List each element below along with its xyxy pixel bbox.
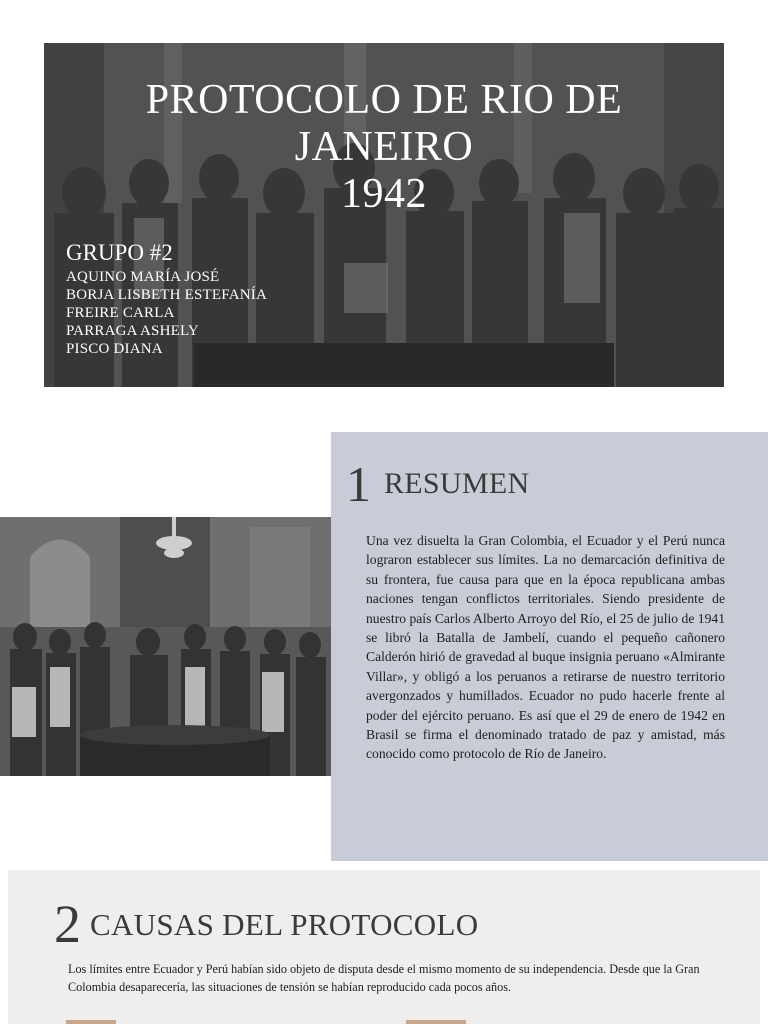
page-title: [44, 77, 724, 218]
section-title: RESUMEN: [384, 467, 530, 500]
title-line-3: 1942: [341, 171, 427, 217]
image-strip: [66, 1020, 706, 1024]
section-number: 2: [54, 894, 81, 954]
member-item: PISCO DIANA: [66, 341, 163, 357]
summary-paragraph: Una vez disuelta la Gran Colombia, el Ecuador y el Perú nunca lograron establecer sus límites. La no demarcación definitiva de su frontera, fue causa para que en la época republicana ambas naciones tengan conflictos territoriales. Siendo presidente de nuestro país Carlos Alberto Arroyo del Río, el 25 de julio de 1941 se libró la Batalla de Jambelí, cuando el pequeño cañonero Calderón hirió de gravedad al buque insignia peruano «Almirante Villar», y obligó a los peruanos a retirarse de nuestro territorio avergonzados y humillados. Ecuador no pudo hacerle frente al poder del ejército peruano. Es así que el 29 de enero de 1942 en Brasil se firma el denominado tratado de paz y amistad, más conocido como protocolo de Río de Janeiro.: [366, 533, 725, 762]
members-list: [66, 268, 267, 358]
title-line-2: JANEIRO: [294, 124, 474, 170]
causes-paragraph: Los límites entre Ecuador y Perú habían sido objeto de disputa desde el mismo momento de su independencia. Desde que la Gran Colombia desaparecería, las situaciones de tensión se habían reproducido cada pocos años.: [68, 962, 700, 994]
causes-section: [8, 870, 760, 1024]
summary-section: [331, 432, 768, 861]
signing-photo: [0, 517, 331, 776]
section-number: 1: [346, 456, 371, 512]
member-item: FREIRE CARLA: [66, 305, 175, 321]
group-label: GRUPO #2: [66, 240, 173, 265]
hero-banner: [44, 43, 724, 387]
section-title: CAUSAS DEL PROTOCOLO: [90, 907, 479, 942]
member-item: PARRAGA ASHELY: [66, 323, 199, 339]
title-line-1: PROTOCOLO DE RIO DE: [145, 77, 623, 123]
member-item: AQUINO MARÍA JOSÉ: [66, 269, 220, 285]
member-item: BORJA LISBETH ESTEFANÍA: [66, 287, 267, 303]
